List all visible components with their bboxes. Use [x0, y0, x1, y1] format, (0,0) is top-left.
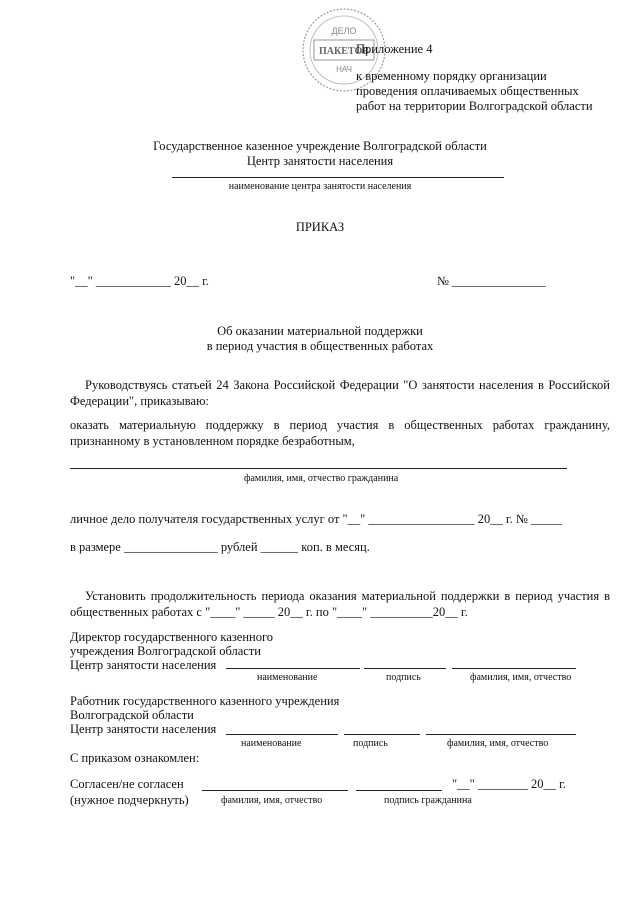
org-underline	[172, 177, 504, 178]
worker-name-line	[226, 734, 338, 735]
body-para-3: Установить продолжительность периода оказания материальной поддержки в период участия в общественных работах с "____" _____ 20__ г. по "____" __________20__ г.	[70, 589, 610, 619]
director-line-1: Директор государственного казенного	[70, 630, 274, 644]
ack-cap-sign: подпись гражданина	[384, 795, 472, 806]
order-subject-1: Об оказании материальной поддержки	[217, 324, 423, 338]
appendix-line-3: работ на территории Волгоградской области	[356, 99, 593, 113]
stamp-line1: ДЕЛО	[331, 26, 357, 36]
appendix-line-2: проведения оплачиваемых общественных	[356, 84, 579, 98]
appendix-title: Приложение 4	[356, 42, 433, 56]
ack-title: С приказом ознакомлен:	[70, 751, 200, 765]
director-name-line	[226, 668, 360, 669]
director-cap-fio: фамилия, имя, отчество	[470, 672, 572, 683]
order-number: № _______________	[437, 274, 546, 288]
ack-agree: Согласен/не согласен	[70, 777, 184, 791]
worker-line-2: Волгоградской области	[70, 708, 194, 722]
org-caption: наименование центра занятости населения	[228, 181, 412, 192]
director-sign-line	[364, 668, 446, 669]
director-cap-sign: подпись	[386, 672, 421, 683]
org-line-2: Центр занятости населения	[246, 154, 394, 168]
body-para-1: Руководствуясь статьей 24 Закона Российской Федерации "О занятости населения в Российской Федерации", приказываю:	[70, 378, 610, 408]
citizen-underline	[70, 468, 567, 469]
stamp-line3: НАЧ	[336, 65, 352, 74]
director-cap-name: наименование	[257, 672, 318, 683]
case-line: личное дело получателя государственных услуг от "__" _________________ 20__ г. № _____	[70, 512, 563, 526]
order-date: "__" ____________ 20__ г.	[70, 274, 209, 288]
worker-fio-line	[426, 734, 576, 735]
ack-date: "__" ________ 20__ г.	[452, 777, 566, 791]
ack-hint: (нужное подчеркнуть)	[70, 793, 189, 807]
ack-fio-line	[202, 790, 348, 791]
order-title: ПРИКАЗ	[295, 220, 345, 234]
worker-line-3: Центр занятости населения	[70, 722, 217, 736]
worker-sign-line	[344, 734, 420, 735]
ack-sign-line	[356, 790, 442, 791]
worker-cap-fio: фамилия, имя, отчество	[447, 738, 549, 749]
appendix-lines	[356, 69, 593, 114]
appendix-line-1: к временному порядку организации	[356, 69, 547, 83]
stamp-line2: ПАКЕТОВ	[319, 46, 369, 57]
worker-block	[70, 694, 339, 736]
citizen-caption: фамилия, имя, отчество гражданина	[244, 473, 399, 484]
org-line-1: Государственное казенное учреждение Волгоградской области	[153, 139, 487, 153]
director-line-2: учреждения Волгоградской области	[70, 644, 261, 658]
worker-cap-sign: подпись	[353, 738, 388, 749]
director-line-3: Центр занятости населения	[70, 658, 217, 672]
order-subject-2: в период участия в общественных работах	[206, 339, 434, 353]
amount-line: в размере _______________ рублей ______ коп. в месяц.	[70, 540, 370, 554]
director-block	[70, 630, 273, 672]
ack-cap-fio: фамилия, имя, отчество	[221, 795, 323, 806]
worker-cap-name: наименование	[241, 738, 302, 749]
body-para-2: оказать материальную поддержку в период участия в общественных работах гражданину, признанному в установленном порядке безработным,	[70, 418, 610, 448]
director-fio-line	[452, 668, 576, 669]
worker-line-1: Работник государственного казенного учреждения	[70, 694, 340, 708]
